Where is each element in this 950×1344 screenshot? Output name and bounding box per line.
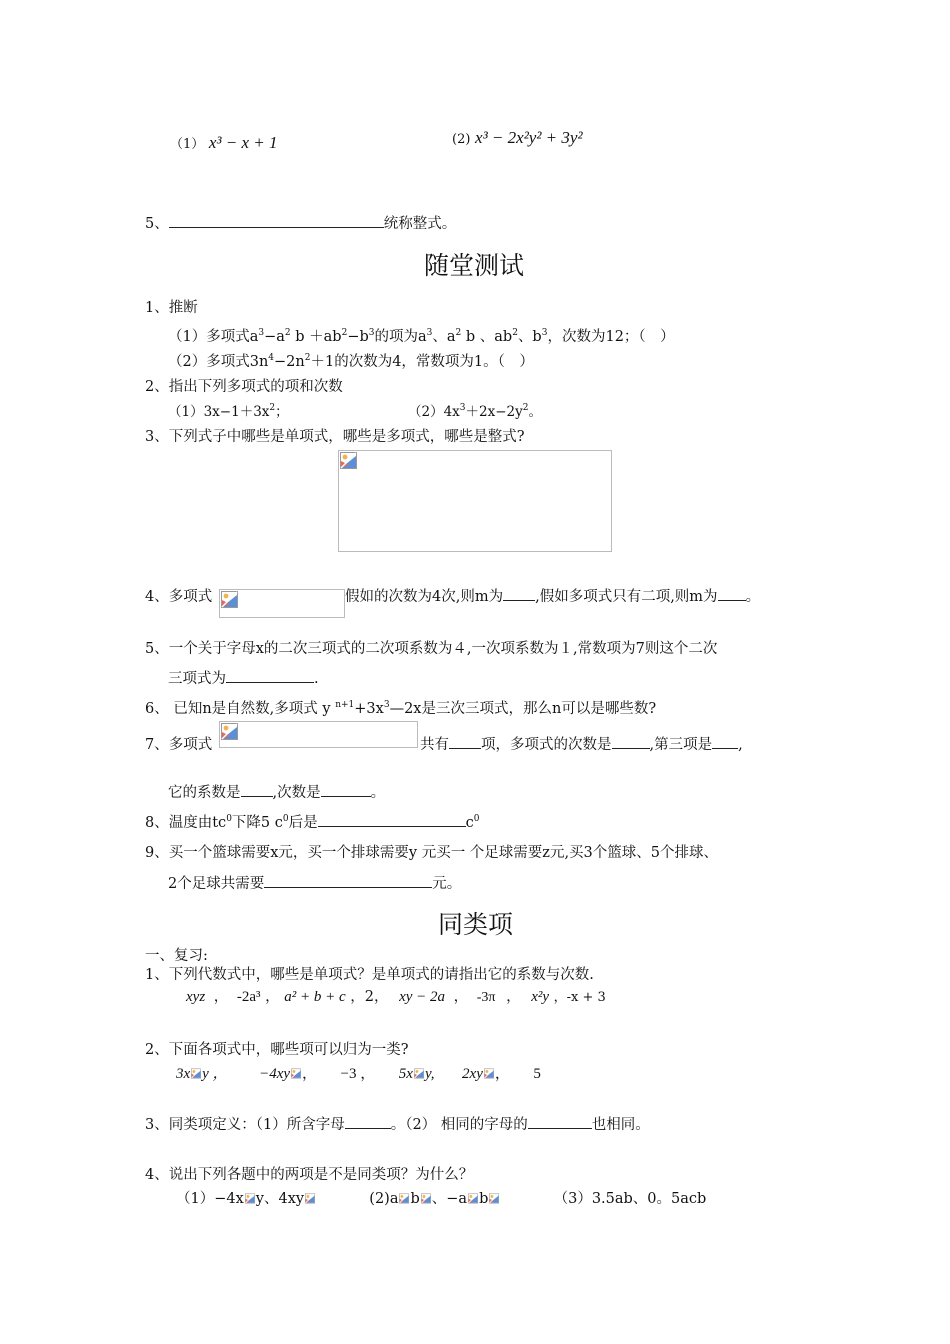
review-q1: 1、下列代数式中，哪些是单项式？是单项式的请指出它的系数与次数. [145, 967, 594, 983]
broken-image-icon [221, 723, 238, 740]
item-1b: （2）多项式$3n^4-2n^2+1$的次数为4，常数项为1。（ ） [168, 353, 534, 370]
broken-image-icon [484, 1065, 494, 1082]
broken-image-icon [399, 1190, 409, 1207]
item-2-heading: 2、指出下列多项式的项和次数 [145, 379, 343, 395]
broken-image-icon [221, 591, 238, 608]
item-2a: $(1)3x-1+3x^2$； [168, 403, 289, 420]
q1-label: （1） [170, 137, 205, 152]
broken-image-icon [489, 1190, 499, 1207]
item-7-line2: 它的系数是 ,次数是 。 [168, 781, 385, 802]
item-9-line2: 2个足球共需要 元。 [168, 872, 461, 893]
broken-image-icon [305, 1190, 315, 1207]
item-8: 8、温度由$tc^0$下降5 $c^0$后是 $c^0$ [145, 814, 480, 831]
item-4-image-placeholder [219, 589, 345, 618]
answer-blank[interactable] [528, 1114, 592, 1129]
answer-blank[interactable] [241, 782, 273, 797]
review-q1-terms: xyz ， -2a³ ， a² + b + c ，2， xy − 2a ， -3π ， x²y ，-x + 3 [186, 989, 606, 1005]
broken-image-icon [414, 1065, 424, 1082]
broken-image-icon [421, 1190, 431, 1207]
answer-blank[interactable] [718, 586, 746, 601]
item-3-image-placeholder [338, 450, 612, 552]
answer-blank[interactable] [264, 873, 432, 888]
q2-expression: x³ − 2x²y² + 3y² [475, 128, 583, 147]
review-heading: 一、复习: [145, 948, 208, 964]
item-4-rest: 假如的次数为4次,则m为 ,假如多项式只有二项,则m为 。 [345, 585, 760, 606]
item-5-line2: 三项式为 . [168, 667, 319, 688]
broken-image-icon [468, 1190, 478, 1207]
q5-text: 统称整式。 [383, 216, 457, 232]
broken-image-icon [191, 1065, 201, 1082]
answer-blank[interactable] [318, 812, 466, 827]
answer-blank[interactable] [503, 586, 535, 601]
item-7-image-placeholder [219, 721, 418, 748]
item-7-rest: 共有 项，多项式的次数是 ,第三项是 , [420, 733, 743, 754]
item-7: 7、多项式 [145, 737, 213, 753]
review-q2: 2、下面各项式中，哪些项可以归为一类? [145, 1042, 409, 1058]
item-3-heading: 3、下列式子中哪些是单项式，哪些是多项式，哪些是整式? [145, 429, 525, 445]
section-title-test: 随堂测试 [424, 251, 525, 280]
broken-image-icon [245, 1190, 255, 1207]
review-q2-terms: 3x y ， −4xy ， −3 ， 5x y, 2xy ， 5 [176, 1066, 541, 1082]
item-4: 4、多项式 [145, 589, 213, 605]
broken-image-icon [340, 452, 357, 469]
broken-image-icon [291, 1065, 301, 1082]
review-q4: 4、说出下列各题中的两项是不是同类项？为什么？ [145, 1167, 474, 1183]
answer-blank[interactable] [612, 734, 650, 749]
answer-blank[interactable] [226, 668, 314, 683]
section-title-like-terms: 同类项 [438, 910, 514, 939]
q5-number: 5、 [145, 216, 169, 232]
item-1a: （1）多项式$a^3-a^2$ $b +ab^2-b^3$的项为$a^3$、$a^2$ b 、$ab^2$、$b^3$，次数为12；（ ） [168, 328, 675, 345]
item-5-line1: 5、一个关于字母x的二次三项式的二次项系数为４,一次项系数为１,常数项为7则这个二次 [145, 641, 718, 657]
answer-blank[interactable] [449, 734, 481, 749]
answer-blank[interactable] [321, 782, 371, 797]
item-1-heading: 1、推断 [145, 300, 198, 316]
answer-blank[interactable] [169, 213, 384, 228]
item-6: 6、 已知n是自然数,多项式 y $^{n+1}+3x^3—2x$是三次三项式，那么n可以是哪些数? [145, 700, 657, 717]
review-q3: 3、同类项定义：（1）所含字母 。（2） 相同的字母的 也相同。 [145, 1113, 650, 1134]
review-q4-parts: （1）−4x y、4xy (2)a b 、−a b （3）3.5ab、0。5acb [176, 1191, 707, 1207]
item-9-line1: 9、买一个篮球需要x元，买一个排球需要y 元买一 个足球需要z元,买3个篮球、5个排球、 [145, 845, 719, 861]
answer-blank[interactable] [345, 1114, 391, 1129]
item-2b: $(2)4x^3+2x-2y^2$。 [408, 403, 542, 420]
top-q1 [170, 133, 278, 153]
q2-label: (2) [452, 132, 471, 147]
answer-blank[interactable] [712, 734, 738, 749]
top-q2 [452, 128, 583, 148]
q1-expression: x³ − x + 1 [208, 133, 278, 152]
top-q5 [145, 212, 456, 233]
